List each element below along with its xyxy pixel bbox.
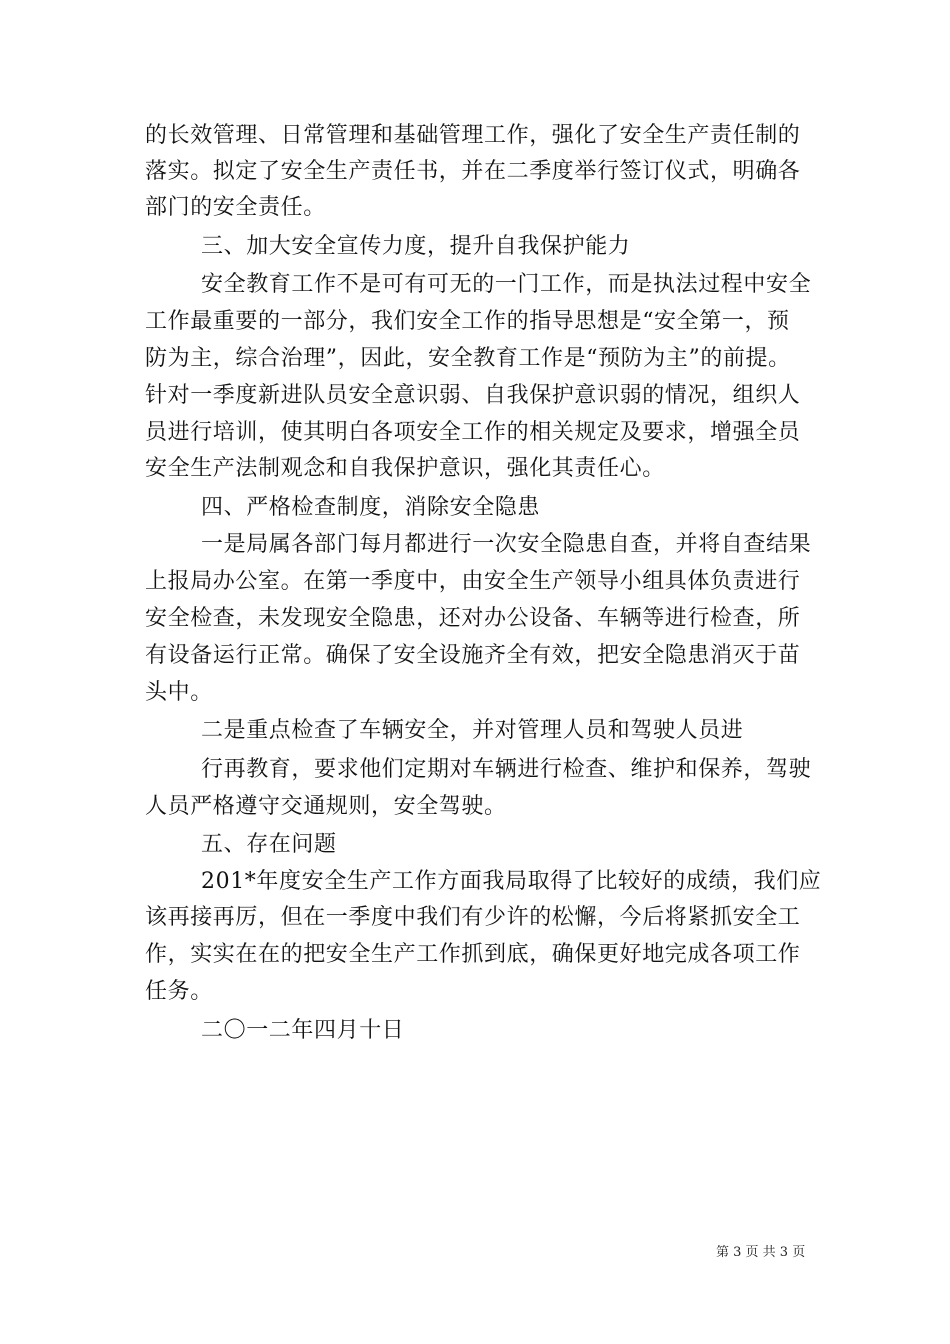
body-line-15: 有设备运行正常。确保了安全设施齐全有效，把安全隐患消灭于苗 — [145, 643, 801, 668]
body-line-21: 201*年度安全生产工作方面我局取得了比较好的成绩，我们应 — [201, 869, 822, 894]
body-line-19: 人员严格遵守交通规则，安全驾驶。 — [145, 794, 507, 819]
body-line-17: 二是重点检查了车辆安全，并对管理人员和驾驶人员进 — [201, 718, 744, 743]
body-line-23: 作，实实在在的把安全生产工作抓到底，确保更好地完成各项工作 — [145, 942, 801, 967]
body-line-14: 安全检查，未发现安全隐患，还对办公设备、车辆等进行检查，所 — [145, 606, 801, 631]
page-number: 第 3 页 共 3 页 — [716, 1245, 806, 1260]
body-line-8: 针对一季度新进队员安全意识弱、自我保护意识弱的情况，组织人 — [145, 383, 801, 408]
body-line-18: 行再教育，要求他们定期对车辆进行检查、维护和保养，驾驶 — [201, 757, 812, 782]
body-line-10: 安全生产法制观念和自我保护意识，强化其责任心。 — [145, 456, 665, 481]
section-heading-5: 五、存在问题 — [201, 832, 337, 857]
body-line-16: 头中。 — [145, 680, 213, 705]
body-line-6: 工作最重要的一部分，我们安全工作的指导思想是“安全第一，预 — [145, 309, 790, 334]
body-line-5: 安全教育工作不是可有可无的一门工作，而是执法过程中安全 — [201, 272, 812, 297]
body-line-22: 该再接再厉，但在一季度中我们有少许的松懈，今后将紧抓安全工 — [145, 905, 801, 930]
body-line-13: 上报局办公室。在第一季度中，由安全生产领导小组具体负责进行 — [145, 569, 801, 594]
document-date: 二〇一二年四月十日 — [201, 1018, 405, 1043]
body-line-7: 防为主，综合治理”，因此，安全教育工作是“预防为主”的前提。 — [145, 346, 791, 371]
section-heading-3: 三、加大安全宣传力度，提升自我保护能力 — [201, 234, 631, 259]
body-line-12: 一是局属各部门每月都进行一次安全隐患自查，并将自查结果 — [201, 532, 812, 557]
body-line-24: 任务。 — [145, 979, 213, 1004]
body-line-2: 落实。拟定了安全生产责任书，并在二季度举行签订仪式，明确各 — [145, 159, 801, 184]
body-line-1: 的长效管理、日常管理和基础管理工作，强化了安全生产责任制的 — [145, 123, 801, 148]
body-line-3: 部门的安全责任。 — [145, 195, 326, 220]
body-line-9: 员进行培训，使其明白各项安全工作的相关规定及要求，增强全员 — [145, 420, 801, 445]
section-heading-4: 四、严格检查制度，消除安全隐患 — [201, 495, 541, 520]
